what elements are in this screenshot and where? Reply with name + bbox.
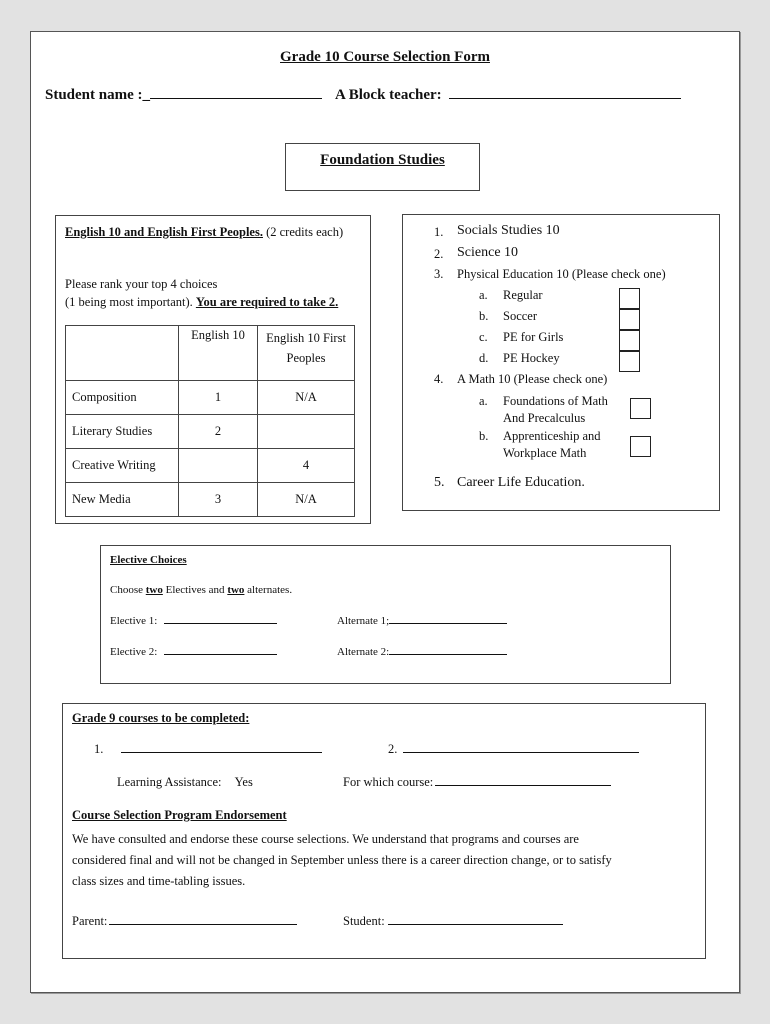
which-course-row — [343, 775, 611, 790]
which-course-field[interactable] — [435, 785, 611, 786]
student-signature-field[interactable] — [388, 924, 563, 925]
option-letter: c. — [479, 330, 488, 344]
english-required: You are required to take 2. — [195, 295, 339, 309]
english-instructions — [65, 275, 338, 311]
learning-assistance-label: Learning Assistance: — [117, 775, 222, 789]
course-num: 2. — [434, 247, 444, 261]
course-item — [434, 245, 518, 261]
table-row — [66, 483, 355, 517]
table-header-cell: English 10 — [179, 326, 258, 381]
option-letter: d. — [479, 351, 489, 365]
student-signature-row — [343, 914, 563, 929]
elective-2-field[interactable] — [164, 654, 277, 655]
table-cell: Creative Writing — [66, 449, 179, 483]
course-num: 4. — [434, 372, 444, 386]
pe-option — [479, 330, 563, 345]
pe-option — [479, 351, 560, 366]
elective-2-row — [110, 646, 277, 658]
english-heading: English 10 and English First Peoples. — [65, 225, 263, 239]
student-name-row — [45, 87, 322, 104]
parent-label: Parent: — [72, 914, 108, 928]
math-foundations-checkbox[interactable] — [630, 398, 651, 419]
table-cell: New Media — [66, 483, 179, 517]
option-label: Soccer — [503, 309, 538, 323]
instr-emph: two — [145, 584, 163, 596]
math-option — [479, 428, 601, 462]
course-num: 3. — [434, 267, 444, 281]
course-label: Career Life Education. — [457, 475, 585, 490]
table-row — [66, 381, 355, 415]
elective-1-row — [110, 615, 277, 627]
table-header-cell — [66, 326, 179, 381]
form-title: Grade 10 Course Selection Form — [280, 49, 490, 65]
foundation-studies-box — [285, 143, 480, 191]
instr-text: alternates. — [244, 584, 293, 596]
elective-box — [100, 545, 671, 684]
table-header-row — [66, 326, 355, 381]
table-cell: Literary Studies — [66, 415, 179, 449]
table-cell[interactable]: N/A — [258, 483, 355, 517]
table-cell: Composition — [66, 381, 179, 415]
parent-signature-field[interactable] — [109, 924, 297, 925]
course-label: Physical Education 10 (Please check one) — [457, 267, 666, 281]
elective-1-field[interactable] — [164, 623, 277, 624]
course-item — [434, 267, 666, 282]
table-row — [66, 449, 355, 483]
learning-assistance-value[interactable]: Yes — [234, 775, 253, 789]
grade9-course-1-field[interactable] — [121, 752, 322, 753]
pe-girls-checkbox[interactable] — [619, 330, 640, 351]
course-label: Science 10 — [457, 245, 519, 260]
instr-text: Electives and — [162, 584, 228, 596]
option-letter: b. — [479, 429, 489, 443]
table-header-cell: English 10 First Peoples — [258, 326, 355, 381]
english-credits: (2 credits each) — [262, 225, 344, 239]
grade9-course-1 — [94, 742, 322, 757]
required-courses-box — [402, 214, 720, 511]
which-course-label: For which course: — [343, 775, 434, 789]
option-label: Apprenticeship and — [503, 429, 601, 443]
option-label: Regular — [503, 288, 543, 302]
english-intro — [65, 223, 355, 241]
parent-signature-row — [72, 914, 297, 929]
option-label: Foundations of Math — [503, 394, 608, 408]
pe-option — [479, 288, 543, 303]
english-instr-1: Please rank your top 4 choices — [65, 277, 218, 291]
endorsement-line: considered final and will not be changed in September unless there is a career direction change, or to satisfy — [72, 853, 612, 867]
endorsement-line: class sizes and time-tabling issues. — [72, 874, 246, 888]
table-cell[interactable]: 2 — [179, 415, 258, 449]
teacher-field[interactable] — [449, 98, 681, 99]
elective-heading: Elective Choices — [110, 554, 187, 566]
student-label: Student: — [343, 914, 385, 928]
grade9-course-2 — [388, 742, 639, 757]
pe-soccer-checkbox[interactable] — [619, 309, 640, 330]
student-name-field[interactable] — [150, 98, 322, 99]
endorsement-text — [72, 829, 612, 892]
form-page — [30, 31, 740, 993]
endorsement-line: We have consulted and endorse these course selections. We understand that programs and courses are — [72, 832, 579, 846]
instr-text: Choose — [110, 584, 146, 596]
student-name-label: Student name :_ — [45, 87, 151, 103]
table-cell[interactable]: N/A — [258, 381, 355, 415]
learning-assistance-row — [117, 775, 253, 790]
alternate-1-label: Alternate 1; — [337, 615, 390, 627]
math-option — [479, 393, 608, 427]
course-item — [434, 223, 560, 239]
alternate-1-row — [337, 615, 507, 627]
english-instr-2: (1 being most important). — [65, 295, 193, 309]
option-label: Workplace Math — [503, 446, 587, 460]
teacher-row — [335, 87, 681, 104]
elective-1-label: Elective 1: — [110, 615, 158, 627]
elective-instructions — [110, 584, 292, 596]
course-item — [434, 372, 607, 387]
option-letter: a. — [479, 288, 488, 302]
english-box — [55, 215, 371, 524]
endorsement-heading: Course Selection Program Endorsement — [72, 808, 287, 822]
option-letter: b. — [479, 309, 489, 323]
instr-emph: two — [227, 584, 245, 596]
table-cell[interactable]: 3 — [179, 483, 258, 517]
elective-2-label: Elective 2: — [110, 646, 158, 658]
table-cell[interactable] — [258, 415, 355, 449]
english-ranking-table — [65, 325, 355, 517]
pe-hockey-checkbox[interactable] — [619, 351, 640, 372]
teacher-label: A Block teacher: — [335, 87, 442, 103]
table-cell[interactable]: 4 — [258, 449, 355, 483]
table-cell[interactable]: 1 — [179, 381, 258, 415]
course-item — [434, 475, 585, 491]
math-apprenticeship-checkbox[interactable] — [630, 436, 651, 457]
grade9-num: 1. — [94, 742, 104, 756]
course-num: 1. — [434, 225, 444, 239]
option-label: PE Hockey — [503, 351, 560, 365]
option-letter: a. — [479, 394, 488, 408]
alternate-2-label: Alternate 2: — [337, 646, 390, 658]
foundation-studies-title: Foundation Studies — [320, 152, 445, 168]
alternate-2-field[interactable] — [389, 654, 507, 655]
grade9-num: 2. — [388, 742, 398, 756]
grade9-box — [62, 703, 706, 959]
course-num: 5. — [434, 475, 445, 490]
option-label: PE for Girls — [503, 330, 564, 344]
course-label: Socials Studies 10 — [457, 223, 560, 238]
pe-regular-checkbox[interactable] — [619, 288, 640, 309]
table-row — [66, 415, 355, 449]
pe-option — [479, 309, 537, 324]
grade9-heading: Grade 9 courses to be completed: — [72, 711, 250, 725]
grade9-course-2-field[interactable] — [403, 752, 639, 753]
course-label: A Math 10 (Please check one) — [457, 372, 608, 386]
option-label: And Precalculus — [503, 411, 586, 425]
alternate-1-field[interactable] — [389, 623, 507, 624]
alternate-2-row — [337, 646, 507, 658]
table-cell[interactable] — [179, 449, 258, 483]
